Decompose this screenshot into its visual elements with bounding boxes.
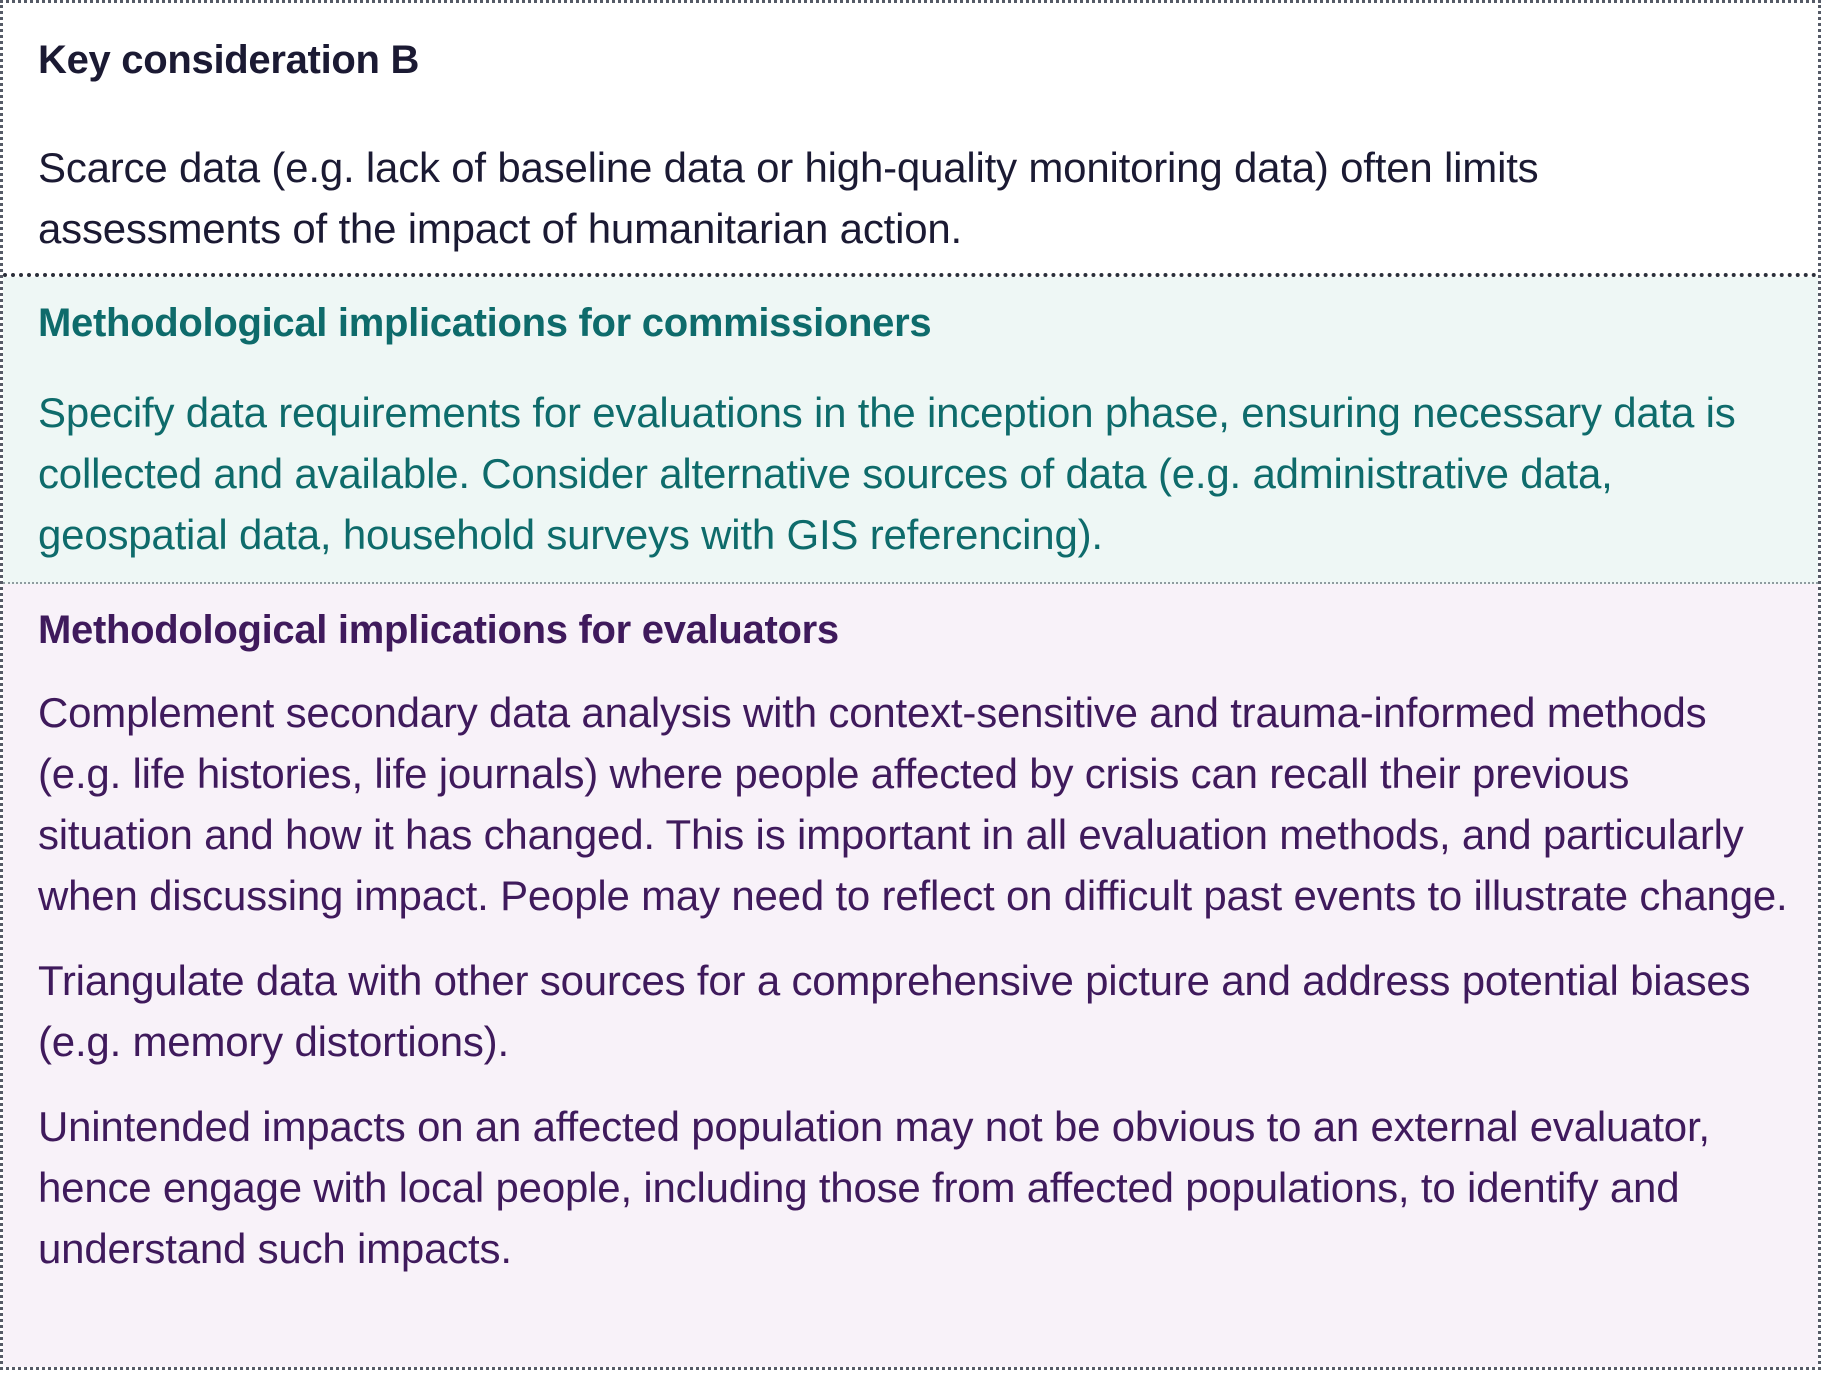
commissioners-text: Specify data requirements for evaluations in the inception phase, ensuring necessary data is collected and available. Consider alternative sources of data (e.g. administrative data, geospatial data, household surveys with GIS referencing). xyxy=(38,389,1736,558)
commissioners-heading: Methodological implications for commissioners xyxy=(38,301,932,345)
evaluators-paragraph: Complement secondary data analysis with context-sensitive and trauma-informed methods (e.g. life histories, life journals) where people affected by crisis can recall their previous situation and how it has changed. This is important in all evaluation methods, and particularly when discussing impact. People may need to reflect on difficult past events to illustrate change. xyxy=(38,689,1788,919)
key-consideration-section xyxy=(3,3,1818,277)
key-consideration-heading: Key consideration B xyxy=(38,38,420,82)
commissioners-section xyxy=(3,277,1818,584)
key-consideration-text: Scarce data (e.g. lack of baseline data or high-quality monitoring data) often limits assessments of the impact of humanitarian action. xyxy=(38,144,1539,252)
evaluators-heading: Methodological implications for evaluators xyxy=(38,608,839,652)
evaluators-section xyxy=(3,584,1818,1367)
evaluators-paragraph: Unintended impacts on an affected population may not be obvious to an external evaluator, hence engage with local people, including those from affected populations, to identify and understand such impacts. xyxy=(38,1103,1710,1272)
evaluators-paragraph: Triangulate data with other sources for a comprehensive picture and address potential biases (e.g. memory distortions). xyxy=(38,957,1751,1065)
